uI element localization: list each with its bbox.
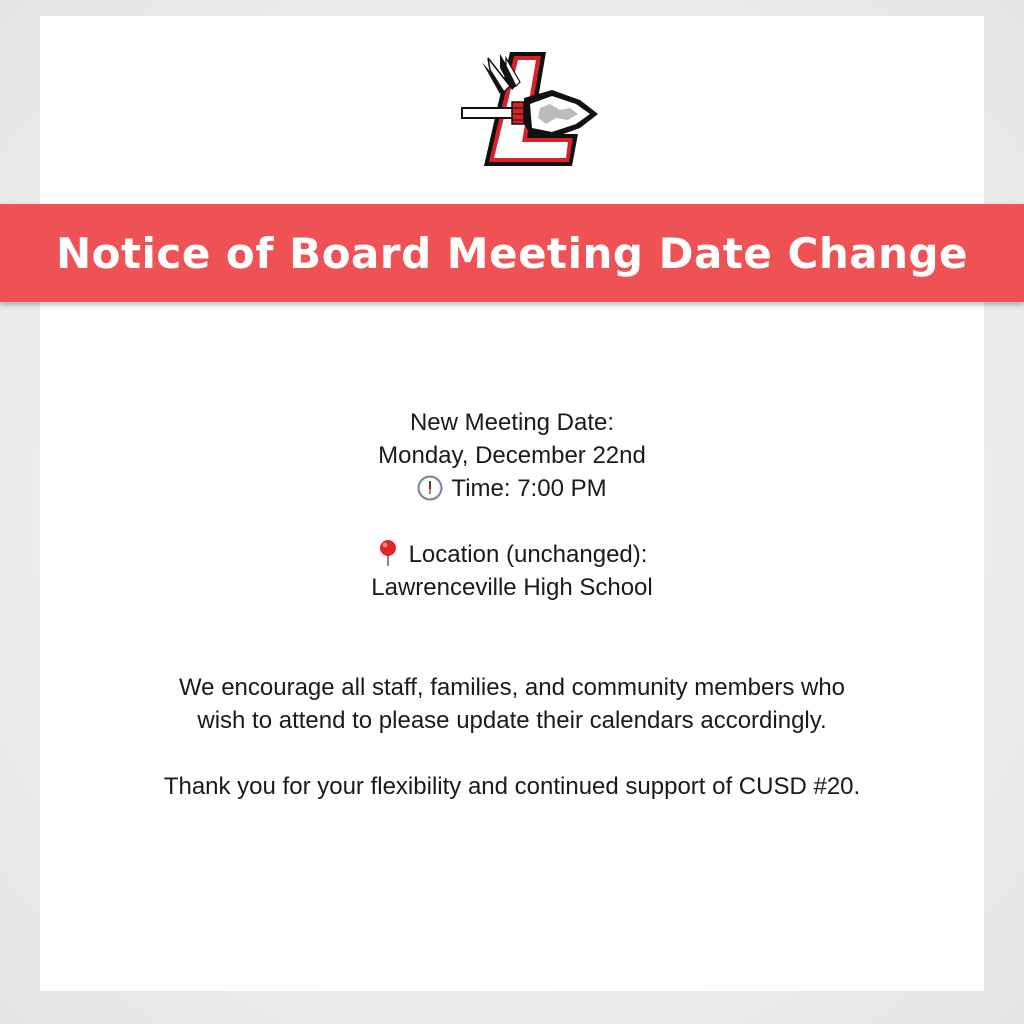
thanks-line: Thank you for your flexibility and continued support of CUSD #20. (163, 773, 861, 800)
time-line (0, 472, 1024, 505)
title-banner (0, 204, 1024, 302)
location-value: Lawrenceville High School (371, 574, 653, 601)
pin-icon (377, 539, 399, 567)
time-text: Time: 7:00 PM (451, 475, 607, 502)
date-value: Monday, December 22nd (378, 442, 646, 469)
school-logo (460, 48, 602, 170)
location-line (0, 538, 1024, 571)
message-line-2: wish to attend to please update their calendars accordingly. (197, 707, 827, 734)
clock-icon (417, 475, 443, 501)
date-label: New Meeting Date: (409, 409, 615, 436)
message-line-1: We encourage all staff, families, and community members who (178, 674, 846, 701)
message-block (0, 671, 1024, 803)
page-title: Notice of Board Meeting Date Change (55, 228, 969, 278)
meeting-details (0, 406, 1024, 604)
location-label: Location (unchanged): (408, 541, 648, 568)
